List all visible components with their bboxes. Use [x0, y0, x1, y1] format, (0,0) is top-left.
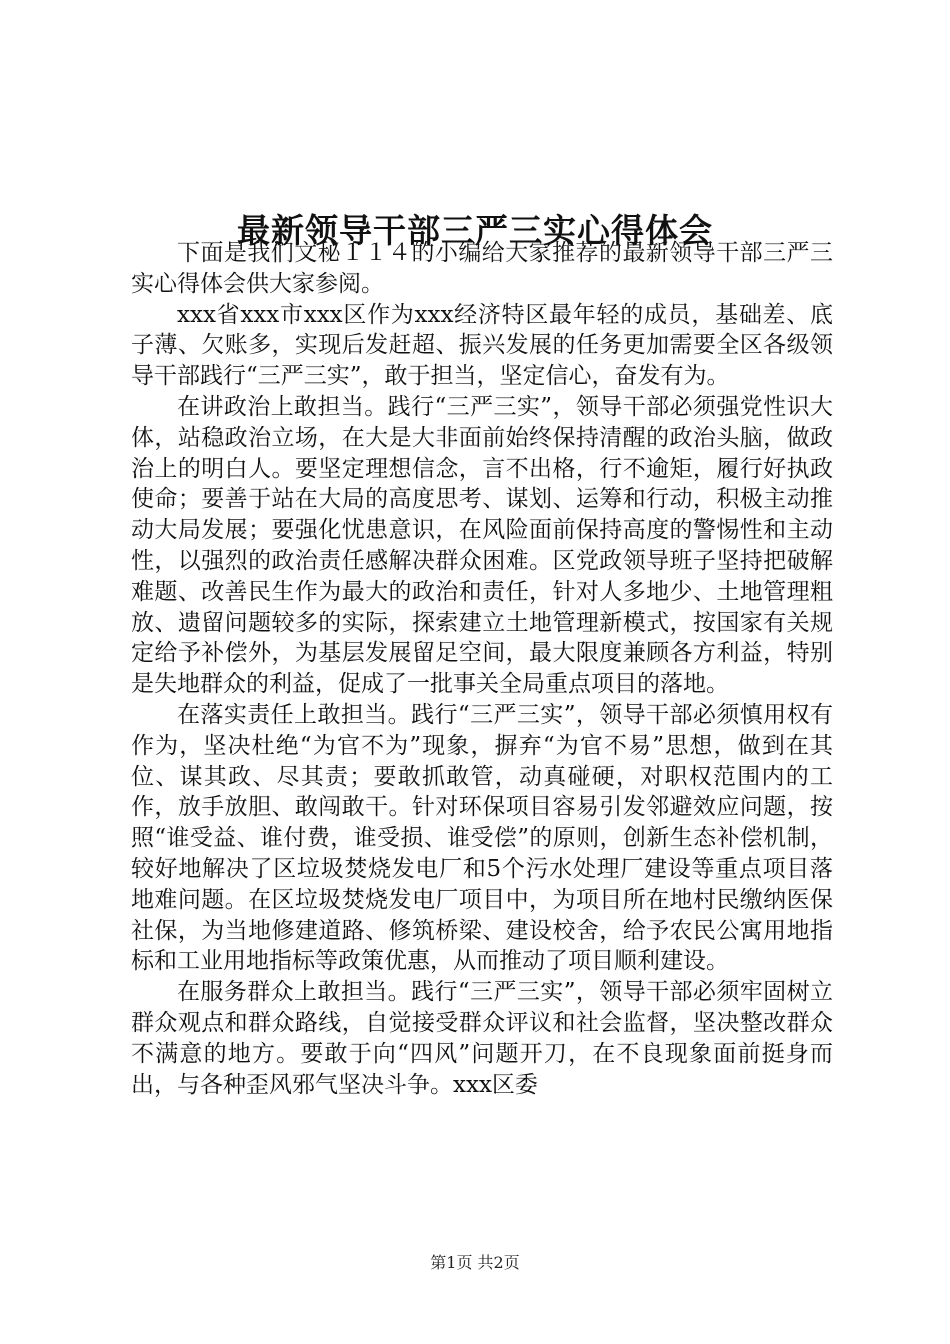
- paragraph-service: 在服务群众上敢担当。践行“三严三实”，领导干部必须牢固树立群众观点和群众路线，自觉接受群众评议和社会监督，坚决整改群众不满意的地方。要敢于向“四风”问题开刀，在不良现象面前挺身而出，与各种歪风邪气坚决斗争。xxx区委: [131, 979, 833, 1098]
- paragraph-background: xxx省xxx市xxx区作为xxx经济特区最年轻的成员，基础差、底子薄、欠账多，实现后发赶超、振兴发展的任务更加需要全区各级领导干部践行“三严三实”，敢于担当，坚定信心，奋发有为。: [131, 301, 833, 390]
- page-number-footer: 第1页 共2页: [430, 1253, 520, 1272]
- paragraph-responsibility: 在落实责任上敢担当。践行“三严三实”，领导干部必须慎用权有作为，坚决杜绝“为官不为”现象，摒弃“为官不易”思想，做到在其位、谋其政、尽其责；要敢抓敢管，动真碰硬，对职权范围内的工作，放手放胆、敢闯敢干。针对环保项目容易引发邻避效应问题，按照“谁受益、谁付费，谁受损、谁受偿”的原则，创新生态补偿机制，较好地解决了区垃圾焚烧发电厂和5个污水处理厂建设等重点项目落地难问题。在区垃圾焚烧发电厂项目中，为项目所在地村民缴纳医保社保，为当地修建道路、修筑桥梁、建设校舍，给予农民公寓用地指标和工业用地指标等政策优惠，从而推动了项目顺利建设。: [131, 701, 833, 975]
- document-body: [131, 238, 833, 1100]
- paragraph-intro: 下面是我们文秘１１４的小编给大家推荐的最新领导干部三严三实心得体会供大家参阅。: [131, 240, 833, 297]
- paragraph-politics: 在讲政治上敢担当。践行“三严三实”，领导干部必须强党性识大体，站稳政治立场，在大是大非面前始终保持清醒的政治头脑，做政治上的明白人。要坚定理想信念，言不出格，行不逾矩，履行好执政使命；要善于站在大局的高度思考、谋划、运筹和行动，积极主动推动大局发展；要强化忧患意识，在风险面前保持高度的警惕性和主动性，以强烈的政治责任感解决群众困难。区党政领导班子坚持把破解难题、改善民生作为最大的政治和责任，针对人多地少、土地管理粗放、遗留问题较多的实际，探索建立土地管理新模式，按国家有关规定给予补偿外，为基层发展留足空间，最大限度兼顾各方利益，特别是失地群众的利益，促成了一批事关全局重点项目的落地。: [131, 393, 833, 698]
- document-title: 最新领导干部三严三实心得体会: [237, 211, 713, 251]
